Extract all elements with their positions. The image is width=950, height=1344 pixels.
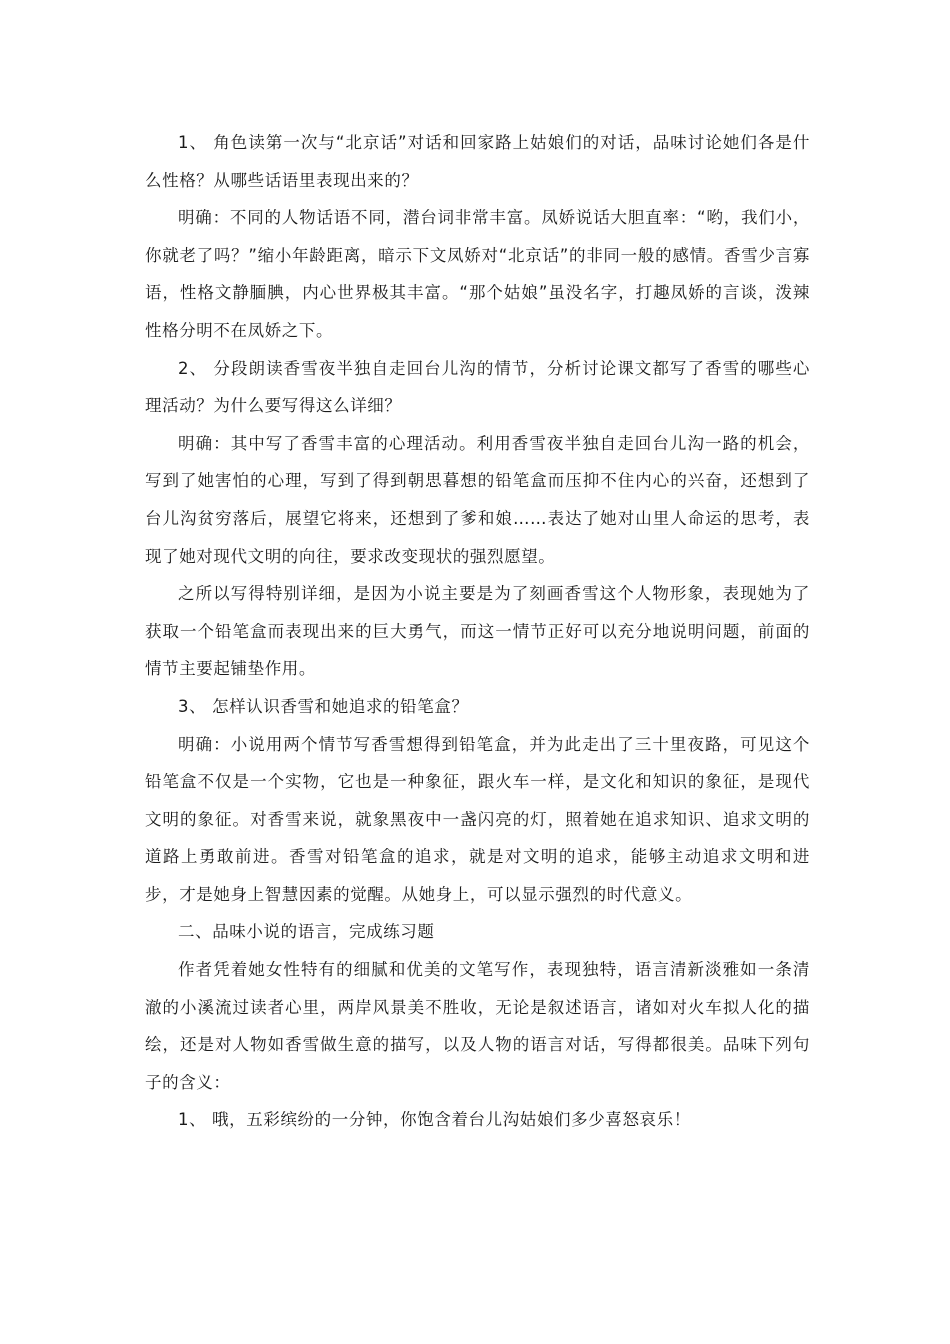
question-3: 3、 怎样认识香雪和她追求的铅笔盒？ [178, 696, 469, 716]
answer-3: 明确：小说用两个情节写香雪想得到铅笔盒，并为此走出了三十里夜路，可见这个铅笔盒不仅是一个实物，它也是一种象征，跟火车一样，是文化和知识的象征，是现代文明的象征。对香雪来说，就象黑夜中一盏闪亮的灯，照着她在追求知识、追求文明的道路上勇敢前进。香雪对铅笔盒的追求，就是对文明的追求，能够主动追求文明和进步，才是她身上智慧因素的觉醒。从她身上，可以显示强烈的时代意义。 [145, 734, 810, 904]
section-heading: 二、品味小说的语言，完成练习题 [178, 922, 435, 942]
question-1: 1、 角色读第一次与“北京话”对话和回家路上姑娘们的对话，品味讨论她们各是什么性格？从哪些话语里表现出来的？ [145, 133, 810, 190]
answer-1: 明确：不同的人物话语不同，潜台词非常丰富。凤娇说话大胆直率：“哟，我们小，你就老了吗？”缩小年龄距离，暗示下文凤娇对“北京话”的非同一般的感情。香雪少言寡语，性格文静腼腆，内心世界极其丰富。“那个姑娘”虽没名字，打趣凤娇的言谈，泼辣性格分明不在凤娇之下。 [145, 208, 810, 340]
answer-2: 明确：其中写了香雪丰富的心理活动。利用香雪夜半独自走回台儿沟一路的机会，写到了她害怕的心理，写到了得到朝思暮想的铅笔盒而压抑不住内心的兴奋，还想到了台儿沟贫穷落后，展望它将来，还想到了爹和娘……表达了她对山里人命运的思考，表现了她对现代文明的向往，要求改变现状的强烈愿望。 [145, 433, 810, 566]
document-body [145, 124, 810, 1139]
exercise-1: 1、 哦，五彩缤纷的一分钟，你饱含着台儿沟姑娘们多少喜怒哀乐！ [178, 1110, 691, 1130]
answer-2-continued: 之所以写得特别详细，是因为小说主要是为了刻画香雪这个人物形象，表现她为了获取一个铅笔盒而表现出来的巨大勇气，而这一情节正好可以充分地说明问题，前面的情节主要起铺垫作用。 [145, 584, 810, 679]
section-intro: 作者凭着她女性特有的细腻和优美的文笔写作，表现独特，语言清新淡雅如一条清澈的小溪流过读者心里，两岸风景美不胜收，无论是叙述语言，诸如对火车拟人化的描绘，还是对人物如香雪做生意的描写，以及人物的语言对话，写得都很美。品味下列句子的含义： [145, 960, 810, 1092]
question-2: 2、 分段朗读香雪夜半独自走回台儿沟的情节，分析讨论课文都写了香雪的哪些心理活动？为什么要写得这么详细？ [145, 358, 810, 416]
